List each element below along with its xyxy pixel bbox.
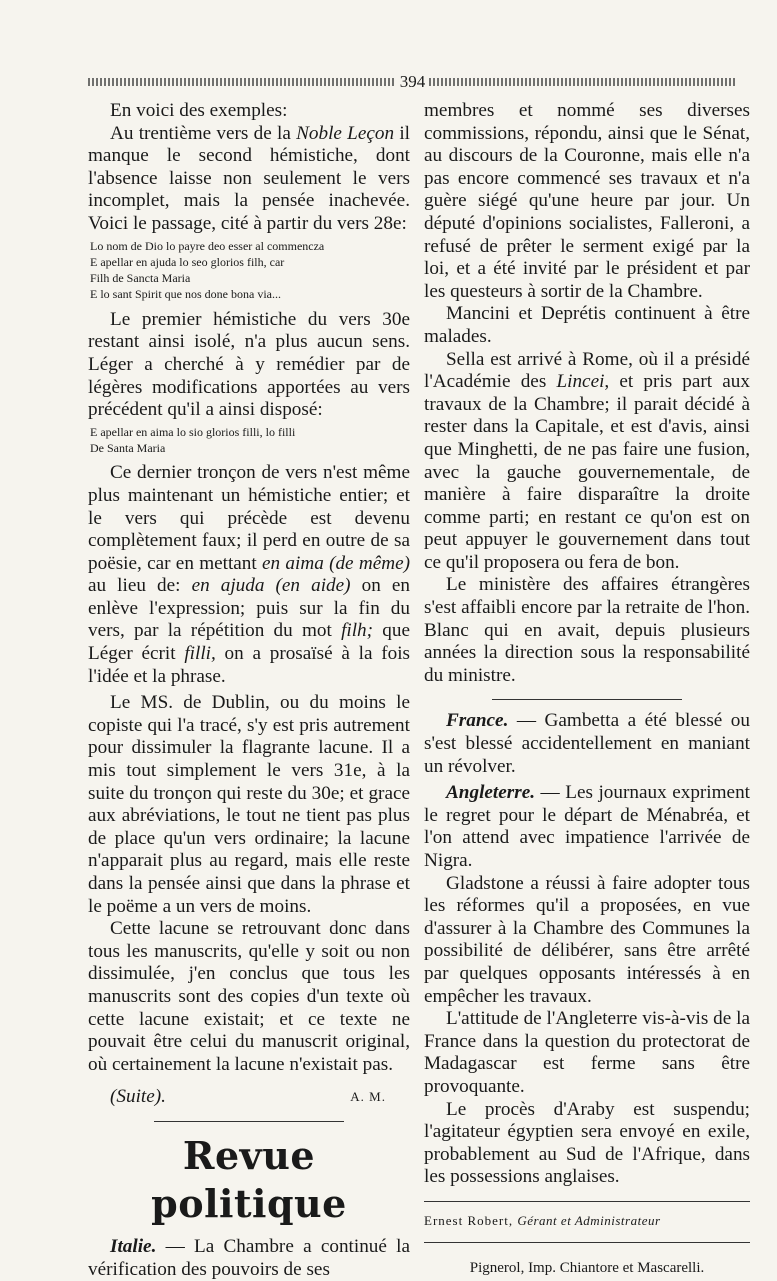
paragraph-ministere: Le ministère des affaires étrangères s'est affaibli encore par la retraite de l'hon. Blanc qui en avait, depuis plusieurs années la direction sous la responsabilité du ministre. bbox=[424, 574, 750, 686]
left-column bbox=[88, 100, 410, 1281]
text: — Gambetta a été blessé ou s'est blessé accidentellement en maniant un révolver. bbox=[424, 710, 750, 777]
paragraph-angleterre bbox=[424, 782, 750, 872]
divider bbox=[424, 1242, 750, 1243]
text: Au trentième vers de la bbox=[110, 122, 297, 144]
paragraph-chambre: membres et nommé ses diverses commissions, répondu, ainsi que le Sénat, au discours de la Couronne, mais elle n'a pas encore commencé ses travaux et n'a guère siégé qu'une heure par jour. Un député d'opinions socialistes, Falleroni, a refusé de prêter le serment exigé par la loi, et a été invité par le président et par les questeurs à sortir de la Chambre. bbox=[424, 100, 750, 302]
text: Ce dernier tronçon de vers n'est même plus maintenant un hémistiche entier; et le vers qui précède est devenu complètement faux; il perd en outre de sa poësie, car en mettant bbox=[88, 462, 410, 574]
paragraph-hemistiche: Le premier hémistiche du vers 30e restant ainsi isolé, n'a plus aucun sens. Léger a cherché à y remédier par de légères modifications apportées au vers précédent qu'il a ainsi disposé: bbox=[88, 308, 410, 421]
emphasis: filli, bbox=[184, 643, 216, 665]
text: que Léger écrit bbox=[88, 620, 410, 665]
verse-quote-2 bbox=[90, 424, 410, 457]
page-number: 394 bbox=[399, 72, 426, 91]
country-label-italie: Italie. bbox=[110, 1235, 157, 1257]
verse-line: E apellar en ajuda lo seo glorios filh, car bbox=[90, 254, 285, 269]
emphasis: filh; bbox=[341, 620, 374, 642]
divider bbox=[154, 1121, 344, 1122]
printer-credit: Pignerol, Imp. Chiantore et Mascarelli. bbox=[469, 1259, 705, 1276]
country-label-angleterre: Angleterre. bbox=[446, 782, 536, 804]
text: — La Chambre a continué la vérification des pouvoirs de ses bbox=[88, 1235, 410, 1280]
paragraph-sella bbox=[424, 349, 750, 575]
verse-line: De Santa Maria bbox=[90, 441, 166, 456]
section-title: Revue politique bbox=[151, 1132, 347, 1226]
title-noble-lecon: Noble Leçon bbox=[296, 122, 395, 144]
divider bbox=[492, 699, 682, 700]
text: au lieu de: bbox=[88, 575, 192, 597]
country-label-france: France. bbox=[446, 710, 509, 732]
paragraph-conclusion: Cette lacune se retrouvant donc dans tous les manuscrits, qu'elle y soit ou non dissimulée, j'en conclus que tous les manuscrits sont des copies d'un texte où cette lacune existait; et ce texte ne pouvait être celui du manuscrit original, où certainement la lacune n'existait pas. bbox=[88, 918, 410, 1075]
divider bbox=[424, 1201, 750, 1202]
verse-line: Lo nom de Dio lo payre deo esser al commencza bbox=[90, 238, 325, 253]
paragraph-intro: En voici des exemples: bbox=[110, 100, 288, 121]
text: Sella est arrivé à Rome, où il a présidé l'Académie des bbox=[424, 348, 750, 393]
paragraph-dublin: Le MS. de Dublin, ou du moins le copiste qui l'a tracé, s'y est pris autrement pour dissimuler la flagrante lacune. Il a mis tout simplement le vers 31e, à la suite du tronçon qui reste du 30e; et grace aux abréviations, le tout ne tient pas plus de place qu'un vers ordinaire; la lacune n'apparait plus au regard, mais elle reste dans la pensée ainsi que dans la phrase et le poëme a un vers de moins. bbox=[88, 692, 410, 917]
verse-line: E apellar en aima lo sio glorios filli, lo filli bbox=[90, 424, 296, 439]
emphasis: en ajuda (en aide) bbox=[191, 575, 351, 597]
text: on a prosaïsé à la fois l'idée et la phrase. bbox=[88, 643, 410, 687]
page-header bbox=[88, 70, 737, 94]
text: il manque le second hémistiche, dont l'absence laisse non seulement le vers incomplet, mais la pensée inachevée. Voici le passage, cité à partir du vers 28e: bbox=[88, 122, 410, 234]
article-signature bbox=[88, 1086, 410, 1109]
paragraph-mancini: Mancini et Deprétis continuent à être malades. bbox=[424, 303, 750, 347]
verse-quote-1 bbox=[90, 238, 410, 303]
paragraph-france bbox=[424, 710, 750, 778]
text: on en enlève l'expression; puis sur la fin du vers, par la répétition du mot bbox=[88, 575, 410, 642]
manager-name: Ernest Robert, bbox=[424, 1212, 514, 1228]
emphasis: en aima (de même) bbox=[262, 552, 410, 574]
right-column bbox=[424, 100, 750, 1280]
verse-line: Filh de Sancta Maria bbox=[90, 271, 191, 286]
manager-role: Gérant et Administrateur bbox=[517, 1212, 661, 1228]
verse-line: E lo sant Spirit que nos done bona via... bbox=[90, 287, 281, 302]
paragraph-araby: Le procès d'Araby est suspendu; l'agitateur égyptien sera envoyé en exile, probablement au Sud de l'Afrique, dans les possessions anglaises. bbox=[424, 1098, 750, 1188]
paragraph-gladstone: Gladstone a réussi à faire adopter tous les réformes qu'il a proposées, en vue d'assurer à la Chambre des Communes la possibilité de délibérer, sans être arrêté par quelques opposants intéressés à en empêcher les travaux. bbox=[424, 872, 750, 1007]
suite-label: (Suite). bbox=[110, 1086, 166, 1108]
publisher-credit bbox=[424, 1212, 750, 1230]
paragraph-troncon bbox=[88, 462, 410, 688]
header-ornament-left bbox=[88, 78, 396, 86]
emphasis: Lincei bbox=[556, 371, 605, 393]
paragraph-noble-lecon bbox=[88, 123, 410, 236]
paragraph-italie bbox=[88, 1236, 410, 1281]
header-ornament-right bbox=[429, 78, 737, 86]
paragraph-madagascar: L'attitude de l'Angleterre vis-à-vis de la France dans la question du protectorat de Madagascar est ferme sans être provoquante. bbox=[424, 1008, 750, 1097]
text: , et pris part aux travaux de la Chambre; il parait décidé à rester dans la Capitale, et est d'avis, ainsi que Minghetti, de ne pas faire une fusion, avec la gauche gouvernementale, de manière à faire disparaître la droite comme parti; en restant ce qu'on est on peut appuyer le gouvernement dans tout ce qu'il proposera ou fera de bon. bbox=[424, 371, 750, 573]
author-initials: A. M. bbox=[350, 1089, 386, 1105]
text: — Les journaux expriment le regret pour le départ de Ménabréa, et l'on attend avec impatience l'arrivée de Nigra. bbox=[424, 782, 750, 871]
